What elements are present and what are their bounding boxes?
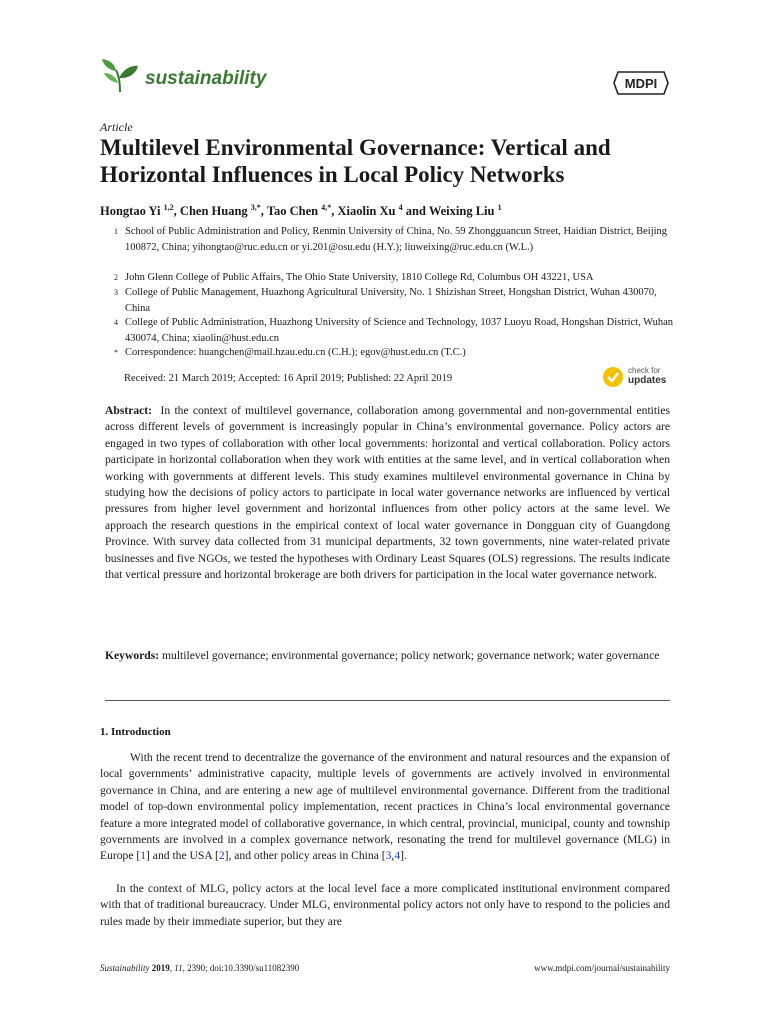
affiliation-number: 3 [114, 288, 118, 297]
footer-url[interactable]: www.mdpi.com/journal/sustainability [534, 963, 670, 973]
author-name: Chen Huang [179, 204, 248, 219]
keywords-label: Keywords: [105, 649, 160, 662]
author-affil-sup: 3,* [250, 203, 261, 212]
mdpi-logo [612, 70, 670, 96]
footer-citation: Sustainability 2019, 11, 2390; doi:10.3390/su11082390 [100, 963, 300, 973]
citation-link[interactable]: 4 [394, 849, 401, 863]
check-for-updates-badge[interactable] [602, 364, 670, 390]
mdpi-logo-text: MDPI [624, 76, 658, 91]
affiliation-text: College of Public Administration, Huazhong University of Science and Technology, 1037 Luoyu Road, Hongshan District, Wuhan 430074, China; xiaolin@hust.edu.cn [125, 317, 674, 344]
abstract-label: Abstract: [105, 404, 153, 417]
check-updates-line1: check for [628, 366, 661, 375]
publication-dates: Received: 21 March 2019; Accepted: 16 April 2019; Published: 22 April 2019 [124, 373, 453, 384]
divider [105, 700, 670, 701]
author-list: Hongtao Yi $^{1,2}$, Chen Huang $^{3,*}$, Tao Chen $^{4,*}$, Xiaolin Xu $^4$ and Weixing Liu $^1$ [100, 203, 502, 219]
citation-link[interactable]: 1 [140, 849, 147, 863]
citation-link[interactable]: 3 [385, 849, 392, 863]
author-affil-sup: 1 [497, 203, 502, 212]
citation-link[interactable]: 2 [218, 849, 225, 863]
article-type: Article [100, 120, 133, 134]
affiliation-number: 1 [114, 227, 118, 236]
affiliation-number: 4 [114, 318, 118, 327]
abstract-text: In the context of multilevel governance, collaboration among governmental and non-governmental entities across different levels of government is increasingly popular in China’s environmental governance. Policy actors are engaged in two types of collaboration with other local governments: horizontal and vertical collaboration. Policy actors participate in horizontal collaboration when they work with entities at the same level, and in vertical collaboration when working with governments at different levels. This study examines multilevel environmental governance in China by studying how the decisions of policy actors to participate in local water governance networks are influenced by vertical pressures from higher level government and horizontal influences from other policy actors at the same level. We approach the research questions in the empirical context of local water governance in Dongguan city of Guangdong Province. With survey data collected from 31 municipal departments, 32 town governments, nine water-related private businesses and five NGOs, we tested the hypotheses with Ordinary Least Squares (OLS) regressions. The results indicate that vertical pressure and horizontal brokerage are both drivers for participation in the local water governance network. [105, 404, 670, 582]
keywords-text: multilevel governance; environmental governance; policy network; governance network; water governance [162, 649, 660, 662]
affiliation-number: * [114, 348, 118, 357]
affiliation-text: College of Public Management, Huazhong Agricultural University, No. 1 Shizishan Street, Hongshan District, Wuhan 430070, China [125, 287, 657, 314]
abstract [105, 403, 670, 583]
affiliation-number: 2 [114, 273, 118, 282]
affiliation-text: Correspondence: huangchen@mail.hzau.edu.cn (C.H.); egov@hust.edu.cn (T.C.) [125, 347, 466, 358]
check-updates-icon [602, 366, 624, 388]
author-affil-sup: 1,2 [163, 203, 174, 212]
affiliation-text: School of Public Administration and Policy, Renmin University of China, No. 59 Zhongguancun Street, Haidian District, Beijing 100872, China; yihongtao@ruc.edu.cn or yi.201@osu.edu (H.Y.); liuweixing@ruc.edu.cn (W.L.) [125, 226, 668, 253]
check-updates-line2: updates [628, 375, 667, 386]
journal-logo-leaf-icon [100, 58, 140, 94]
author-affil-sup: 4 [398, 203, 403, 212]
author-name: Weixing Liu [428, 204, 495, 219]
paper-title: Multilevel Environmental Governance: Vertical and Horizontal Influences in Local Policy Networks [100, 135, 611, 187]
intro-paragraph-2: In the context of MLG, policy actors at the local level face a more complicated institutional environment compared with that of traditional bureaucracy. Under MLG, environmental policy actors not only have to respond to the policies and rules made by their immediate superior, but they are [100, 882, 670, 928]
intro-paragraph-1: With the recent trend to decentralize the governance of the environment and natural resources and the expansion of local governments’ administrative capacity, multiple levels of governments are actively involved in environmental governance in China, and are entering a new age of multilevel environmental governance. Different from the traditional model of top-down environmental policy implementation, recent practices in China’s local environmental governance feature a more integrated model of collaborative governance, in which central, provincial, municipal, county and township governments are involved in a complex governance network, resonating the trend for multilevel governance (MLG) in Europe [1] and the USA [2], and other policy areas in China [3,4]. [100, 751, 670, 863]
author-name: Xiaolin Xu [337, 204, 396, 219]
author-name: Tao Chen [266, 204, 319, 219]
author-affil-sup: 4,* [321, 203, 332, 212]
author-name: Hongtao Yi [100, 204, 161, 219]
keywords [105, 648, 670, 664]
journal-name: sustainability [145, 68, 267, 89]
section-heading: 1. Introduction [100, 726, 171, 738]
affiliation-text: John Glenn College of Public Affairs, The Ohio State University, 1810 College Rd, Columbus OH 43221, USA [125, 272, 594, 283]
